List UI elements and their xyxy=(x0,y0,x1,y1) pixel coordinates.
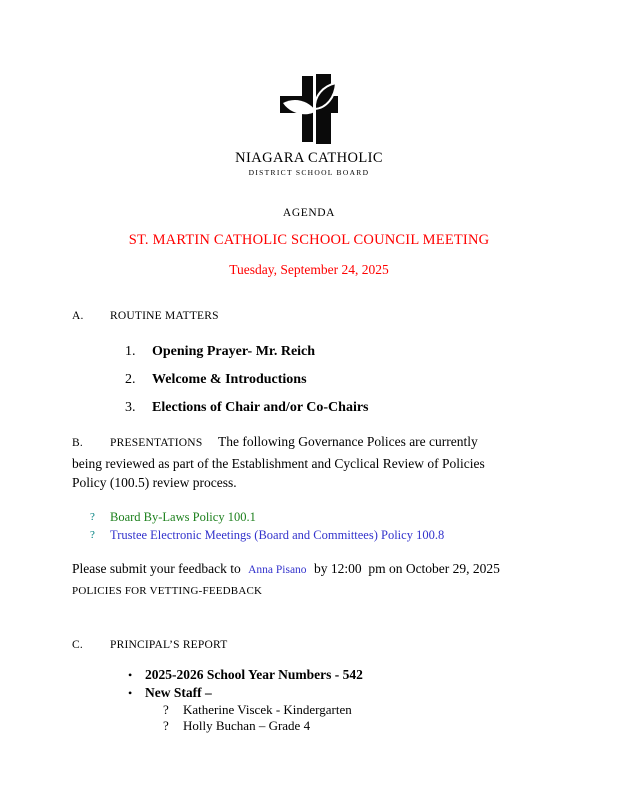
bullet-dot-icon: • xyxy=(128,667,133,682)
list-item xyxy=(72,371,546,389)
agenda-label: AGENDA xyxy=(282,207,336,219)
item-text: Welcome & Introductions xyxy=(152,372,307,387)
document-body xyxy=(0,310,618,735)
section-b-label: B. xyxy=(72,437,83,449)
item-number: 1. xyxy=(125,344,136,359)
paragraph-line: Policy (100.5) review process. xyxy=(72,475,237,490)
list-item xyxy=(72,702,546,719)
item-text: 2025-2026 School Year Numbers - 542 xyxy=(145,666,363,682)
org-subtitle: DISTRICT SCHOOL BOARD xyxy=(248,168,370,177)
paragraph-line: being reviewed as part of the Establishment and Cyclical Review of Policies xyxy=(72,455,485,471)
paragraph-text: The following Governance Polices are currently xyxy=(218,434,478,449)
item-text: Katherine Viscek - Kindergarten xyxy=(183,701,352,717)
question-bullet-icon: ? xyxy=(163,718,169,733)
list-item xyxy=(72,666,546,684)
list-item xyxy=(72,526,546,544)
routine-matters-list xyxy=(72,343,546,417)
section-c-label: C. xyxy=(72,638,83,651)
section-a-label: A. xyxy=(72,310,84,322)
section-a-heading xyxy=(72,310,546,322)
meeting-title: ST. MARTIN CATHOLIC SCHOOL COUNCIL MEETING xyxy=(128,232,490,248)
bullet-dot-icon: • xyxy=(128,685,133,700)
item-number: 2. xyxy=(125,372,136,387)
policy-links-list xyxy=(72,508,546,544)
list-item xyxy=(72,399,546,417)
section-a-title: ROUTINE MATTERS xyxy=(110,310,219,322)
contact-link[interactable]: Anna Pisano xyxy=(248,563,307,576)
question-bullet-icon: ? xyxy=(163,701,169,717)
list-item xyxy=(72,684,546,702)
school-board-logo xyxy=(0,0,618,177)
org-name: NIAGARA CATHOLIC xyxy=(235,150,383,166)
feedback-instruction xyxy=(72,560,546,579)
feedback-suffix: by 12:00 pm on October 29, 2025 xyxy=(310,560,500,576)
item-text: New Staff – xyxy=(145,684,212,700)
section-b-paragraph xyxy=(72,432,546,493)
list-item xyxy=(72,343,546,361)
list-item xyxy=(72,718,546,735)
item-text: Elections of Chair and/or Co-Chairs xyxy=(152,400,369,415)
board-bylaws-policy-link[interactable]: Board By-Laws Policy 100.1 xyxy=(110,509,256,524)
section-b-title: PRESENTATIONS xyxy=(110,437,203,449)
principals-report-list xyxy=(72,666,546,735)
section-c-heading xyxy=(72,639,546,651)
item-text: Opening Prayer- Mr. Reich xyxy=(152,344,316,359)
meeting-date: Tuesday, September 24, 2025 xyxy=(229,262,389,277)
item-number: 3. xyxy=(125,400,136,415)
cross-with-leaves-icon xyxy=(280,74,338,145)
paragraph-line xyxy=(72,432,546,454)
question-bullet-icon: ? xyxy=(90,528,95,541)
vetting-note: POLICIES FOR VETTING-FEEDBACK xyxy=(72,584,263,597)
feedback-prefix: Please submit your feedback to xyxy=(72,560,245,576)
question-bullet-icon: ? xyxy=(90,510,95,523)
list-item xyxy=(72,508,546,526)
trustee-meetings-policy-link[interactable]: Trustee Electronic Meetings (Board and Committees) Policy 100.8 xyxy=(110,527,445,542)
item-text: Holly Buchan – Grade 4 xyxy=(183,718,311,733)
section-c-title: PRINCIPAL’S REPORT xyxy=(110,638,228,651)
